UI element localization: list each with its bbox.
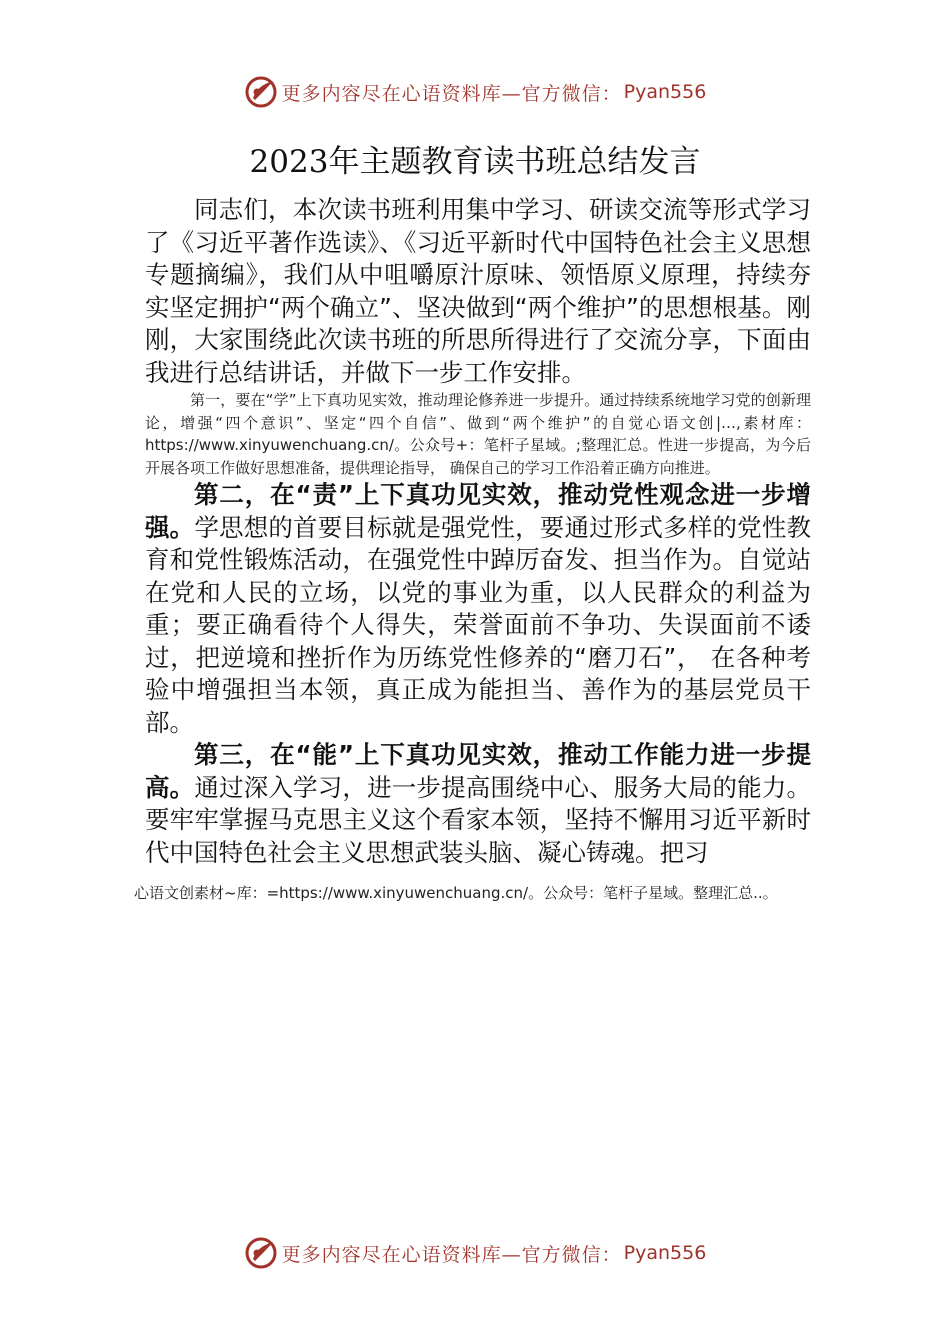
source-note: 心语文创素材~库：=https://www.xinyuwenchuang.cn/。公众号：笔杆子星域。整理汇总..。 <box>134 884 778 902</box>
header-banner <box>0 70 950 114</box>
point-three-paragraph <box>145 739 811 869</box>
page-title: 2023年主题教育读书班总结发言 <box>249 144 701 180</box>
document-body <box>145 194 811 869</box>
footer-banner <box>0 1231 950 1275</box>
point-one-paragraph: 第一，要在“学”上下真功见实效，推动理论修养进一步提升。通过持续系统地学习党的创新理论，增强“四个意识”、坚定“四个自信”、做到“两个维护”的自觉心语文创|…,素材库：https://www.xinyuwenchuang.cn/。公众号+：笔杆子星域。;整理汇总。性进一步提高，为今后开展各项工作做好思想准备，提供理论指导， 确保自己的学习工作沿着正确方向推进。 <box>145 391 811 477</box>
brand-logo-icon <box>244 1236 278 1270</box>
banner-wechat-handle: Pyan556 <box>623 81 707 103</box>
point-three-heading: 第三，在“能”上下真功见实效，推动工作能力进一步提高。 <box>145 740 811 802</box>
banner-wechat-handle: Pyan556 <box>623 1242 707 1264</box>
banner-text: 更多内容尽在心语资料库—官方微信： <box>281 82 622 105</box>
point-two-body: 学思想的首要目标就是强党性，要通过形式多样的党性教育和党性锻炼活动，在强党性中踔厉奋发、担当作为。自觉站在党和人民的立场，以党的事业为重，以人民群众的利益为重；要正确看待个人得失，荣誉面前不争功、失误面前不诿过，把逆境和挫折作为历练党性修养的“磨刀石”， 在各种考验中增强担当本领，真正成为能担当、善作为的基层党员干部。 <box>145 512 812 737</box>
intro-paragraph: 同志们，本次读书班利用集中学习、研读交流等形式学习了《习近平著作选读》、《习近平新时代中国特色社会主义思想专题摘编》，我们从中咀嚼原汁原味、领悟原义原理，持续夯实坚定拥护“两个确立”、坚决做到“两个维护”的思想根基。刚刚，大家围绕此次读书班的所思所得进行了交流分享，下面由我进行总结讲话，并做下一步工作安排。 <box>145 195 811 387</box>
brand-logo-icon <box>244 75 278 109</box>
banner-text: 更多内容尽在心语资料库—官方微信： <box>281 1243 622 1266</box>
point-three-body: 通过深入学习，进一步提高围绕中心、服务大局的能力。要牢牢掌握马克思主义这个看家本领，坚持不懈用习近平新时代中国特色社会主义思想武装头脑、凝心铸魂。把习 <box>145 772 812 867</box>
point-two-paragraph <box>145 479 811 739</box>
point-two-heading: 第二，在“责”上下真功见实效，推动党性观念进一步增强。 <box>145 480 811 542</box>
